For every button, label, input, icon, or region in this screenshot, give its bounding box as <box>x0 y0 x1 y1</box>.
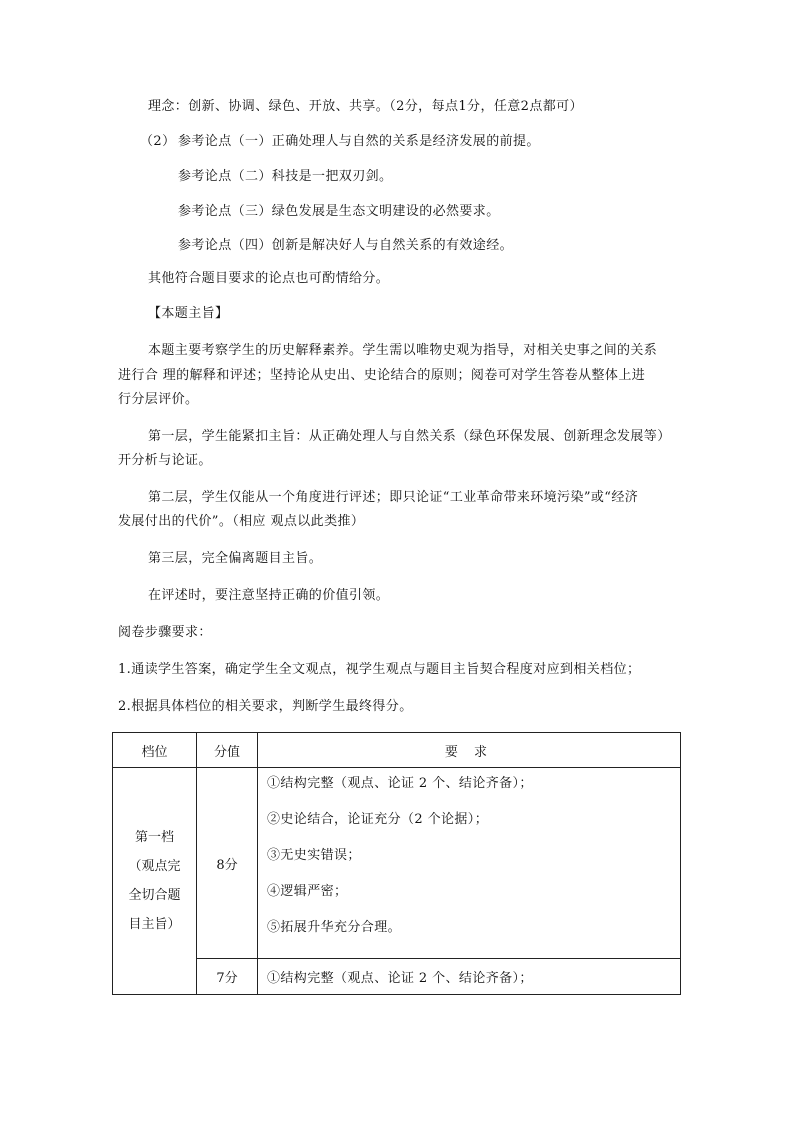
requirements-cell <box>258 768 681 959</box>
other-arguments-note: 其他符合题目要求的论点也可酌情给分。 <box>148 271 390 286</box>
score-cell: 7分 <box>197 959 258 995</box>
argument-4: 参考论点（四）创新是解决好人与自然关系的有效途经。 <box>178 238 514 253</box>
level3-para: 第三层，完全偏离题目主旨。 <box>148 551 323 566</box>
level2-para-line1: 第二层，学生仅能从一个角度进行评述；即只论证“工业革命带来环境污染”或“经济 <box>148 490 639 505</box>
purpose-para-line2: 进行合 理的解释和评述；坚持论从史出、史论结合的原则；阅卷可对学生答卷从整体上进 <box>118 368 646 383</box>
argument-2: 参考论点（二）科技是一把双刃剑。 <box>178 169 393 184</box>
grading-table <box>112 732 681 995</box>
grading-steps-heading: 阅卷步骤要求： <box>118 625 212 640</box>
purpose-para-line1: 本题主要考察学生的历史解释素养。学生需以唯物史观为指导，对相关史事之间的关系 <box>148 343 658 358</box>
level1-para-line1: 第一层，学生能紧扣主旨：从正确处理人与自然关系（绿色环保发展、创新理念发展等） <box>148 429 671 444</box>
requirement-item: ③无史实错误； <box>267 848 361 863</box>
table-header-row <box>113 733 681 768</box>
level2-para-line2: 发展付出的代价”。（相应 观点以此类推） <box>118 514 365 529</box>
requirement-item: ⑤拓展升华充分合理。 <box>267 920 402 935</box>
score-cell: 8分 <box>197 768 258 959</box>
table-row <box>113 959 681 995</box>
level-label-line: 目主旨） <box>128 917 181 932</box>
level-label-line: 全切合题 <box>128 888 181 903</box>
grading-step-2: 2.根据具体档位的相关要求，判断学生最终得分。 <box>118 699 413 714</box>
argument-1: 参考论点（一）正确处理人与自然的关系是经济发展的前提。 <box>178 134 540 149</box>
requirement-item: ②史论结合，论证充分（2 个论据）； <box>267 812 489 827</box>
table-row <box>113 768 681 959</box>
header-score: 分值 <box>197 733 258 768</box>
level-label-line: 第一档 <box>134 830 174 845</box>
header-level: 档位 <box>113 733 197 768</box>
argument-3: 参考论点（三）绿色发展是生态文明建设的必然要求。 <box>178 204 500 219</box>
level-label-cell <box>113 768 197 995</box>
header-requirements: 要 求 <box>258 733 681 768</box>
requirement-item: ①结构完整（观点、论证 2 个、结论齐备）； <box>267 776 533 791</box>
requirement-item: ①结构完整（观点、论证 2 个、结论齐备）； <box>258 959 681 995</box>
level1-para-line2: 开分析与论证。 <box>118 453 212 468</box>
section-heading: 【本题主旨】 <box>148 306 229 321</box>
purpose-para-line3: 行分层评价。 <box>118 392 199 407</box>
level-label-line: （观点完 <box>128 859 181 874</box>
requirement-item: ④逻辑严密； <box>267 884 348 899</box>
grading-step-1: 1.通读学生答案，确定学生全文观点，视学生观点与题目主旨契合程度对应到相关档位； <box>118 662 641 677</box>
concept-line: 理念：创新、协调、绿色、开放、共享。（2分，每点1分，任意2点都可） <box>148 99 583 114</box>
value-guidance-para: 在评述时，要注意坚持正确的价值引领。 <box>148 588 390 603</box>
item-number: （2） <box>140 134 176 149</box>
